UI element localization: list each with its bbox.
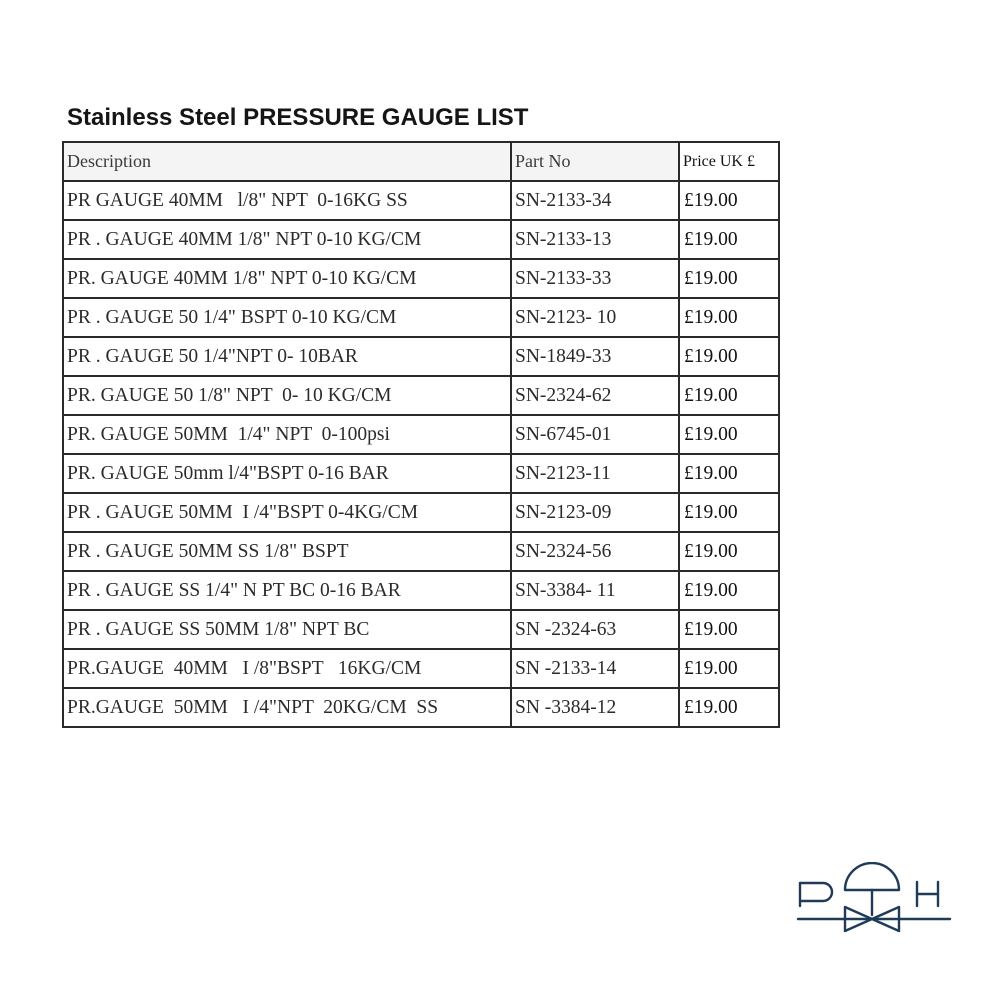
pth-valve-logo-icon xyxy=(795,862,955,937)
cell-description: PR. GAUGE 50mm l/4"BSPT 0-16 BAR xyxy=(63,454,511,493)
cell-description: PR. GAUGE 50 1/8" NPT 0- 10 KG/CM xyxy=(63,376,511,415)
table-row xyxy=(63,259,779,298)
cell-part-no: SN-2123- 10 xyxy=(511,298,679,337)
cell-price: £19.00 xyxy=(679,688,779,727)
table-header-row xyxy=(63,142,779,181)
cell-part-no: SN-1849-33 xyxy=(511,337,679,376)
cell-description: PR. GAUGE 50MM 1/4" NPT 0-100psi xyxy=(63,415,511,454)
cell-price: £19.00 xyxy=(679,571,779,610)
cell-part-no: SN-2133-34 xyxy=(511,181,679,220)
cell-price: £19.00 xyxy=(679,220,779,259)
cell-description: PR.GAUGE 50MM I /4"NPT 20KG/CM SS xyxy=(63,688,511,727)
cell-description: PR . GAUGE 50 1/4"NPT 0- 10BAR xyxy=(63,337,511,376)
cell-price: £19.00 xyxy=(679,454,779,493)
table-row xyxy=(63,181,779,220)
table-row xyxy=(63,610,779,649)
pressure-gauge-table xyxy=(62,141,780,728)
table-row xyxy=(63,688,779,727)
cell-part-no: SN-2133-33 xyxy=(511,259,679,298)
cell-part-no: SN-3384- 11 xyxy=(511,571,679,610)
cell-price: £19.00 xyxy=(679,298,779,337)
cell-price: £19.00 xyxy=(679,337,779,376)
cell-description: PR . GAUGE 50 1/4" BSPT 0-10 KG/CM xyxy=(63,298,511,337)
cell-part-no: SN -2133-14 xyxy=(511,649,679,688)
table-row xyxy=(63,415,779,454)
cell-price: £19.00 xyxy=(679,493,779,532)
cell-part-no: SN-2133-13 xyxy=(511,220,679,259)
page-title: Stainless Steel PRESSURE GAUGE LIST xyxy=(67,104,529,131)
cell-price: £19.00 xyxy=(679,415,779,454)
cell-price: £19.00 xyxy=(679,649,779,688)
cell-part-no: SN -3384-12 xyxy=(511,688,679,727)
cell-price: £19.00 xyxy=(679,181,779,220)
header-description: Description xyxy=(63,142,511,181)
cell-part-no: SN -2324-63 xyxy=(511,610,679,649)
cell-description: PR . GAUGE 50MM I /4"BSPT 0-4KG/CM xyxy=(63,493,511,532)
table-row xyxy=(63,649,779,688)
cell-price: £19.00 xyxy=(679,376,779,415)
table-row xyxy=(63,493,779,532)
table-row xyxy=(63,337,779,376)
table-row xyxy=(63,571,779,610)
cell-price: £19.00 xyxy=(679,610,779,649)
cell-price: £19.00 xyxy=(679,532,779,571)
cell-part-no: SN-2123-11 xyxy=(511,454,679,493)
cell-part-no: SN-2324-62 xyxy=(511,376,679,415)
cell-description: PR.GAUGE 40MM I /8"BSPT 16KG/CM xyxy=(63,649,511,688)
table-row xyxy=(63,220,779,259)
cell-part-no: SN-6745-01 xyxy=(511,415,679,454)
cell-description: PR . GAUGE SS 1/4" N PT BC 0-16 BAR xyxy=(63,571,511,610)
header-part-no: Part No xyxy=(511,142,679,181)
table-row xyxy=(63,298,779,337)
cell-price: £19.00 xyxy=(679,259,779,298)
cell-part-no: SN-2324-56 xyxy=(511,532,679,571)
table-row xyxy=(63,376,779,415)
cell-description: PR . GAUGE SS 50MM 1/8" NPT BC xyxy=(63,610,511,649)
table-body xyxy=(63,181,779,727)
cell-description: PR. GAUGE 40MM 1/8" NPT 0-10 KG/CM xyxy=(63,259,511,298)
header-price: Price UK £ xyxy=(679,142,779,181)
cell-description: PR GAUGE 40MM l/8" NPT 0-16KG SS xyxy=(63,181,511,220)
cell-description: PR . GAUGE 50MM SS 1/8" BSPT xyxy=(63,532,511,571)
table-row xyxy=(63,532,779,571)
cell-part-no: SN-2123-09 xyxy=(511,493,679,532)
table-row xyxy=(63,454,779,493)
cell-description: PR . GAUGE 40MM 1/8" NPT 0-10 KG/CM xyxy=(63,220,511,259)
